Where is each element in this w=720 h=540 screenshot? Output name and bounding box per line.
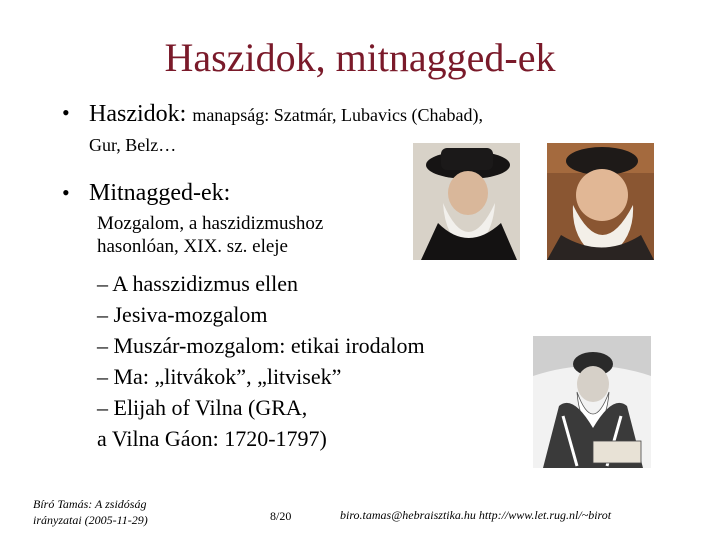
bullet-dot: • <box>62 180 70 205</box>
list-item: – Muszár-mozgalom: etikai irodalom <box>97 333 425 358</box>
list-item: – Jesiva-mozgalom <box>97 302 268 327</box>
list-item: – Ma: „litvákok”, „litvisek” <box>97 364 342 389</box>
sub-line-1: Mozgalom, a haszidizmushoz <box>97 213 324 234</box>
bullet-head: Haszidok: <box>89 101 187 127</box>
page-number: 8/20 <box>270 509 292 523</box>
portrait-vilna-gaon <box>533 336 651 468</box>
bullet-text: manapság: Szatmár, Lubavics (Chabad), <box>192 105 483 125</box>
footer-author-line-1: Bíró Tamás: A zsidóság <box>33 497 147 511</box>
slide-title: Haszidok, mitnagged-ek <box>164 35 556 80</box>
list-item: – Elijah of Vilna (GRA, <box>97 395 308 420</box>
footer-links: biro.tamas@hebraisztika.hu http://www.let.rug.nl/~birot <box>340 508 612 522</box>
dash-list <box>97 268 425 454</box>
footer-author-line-2: irányzatai (2005-11-29) <box>33 513 148 527</box>
sub-line-2: hasonlóan, XIX. sz. eleje <box>97 236 288 257</box>
bullet-dot: • <box>62 100 70 125</box>
footer-author <box>33 496 148 528</box>
list-item: – A hasszidizmus ellen <box>97 271 299 296</box>
bullet-haszidok <box>89 102 483 126</box>
bullet-continuation: Gur, Belz… <box>89 135 177 155</box>
list-item: a Vilna Gáon: 1720-1797) <box>97 426 327 451</box>
portrait-rebbe-smiling <box>547 143 654 260</box>
portrait-rabbi-hat <box>413 143 520 260</box>
bullet-mitnagged: Mitnagged-ek: <box>89 180 231 206</box>
sub-text <box>97 212 323 258</box>
